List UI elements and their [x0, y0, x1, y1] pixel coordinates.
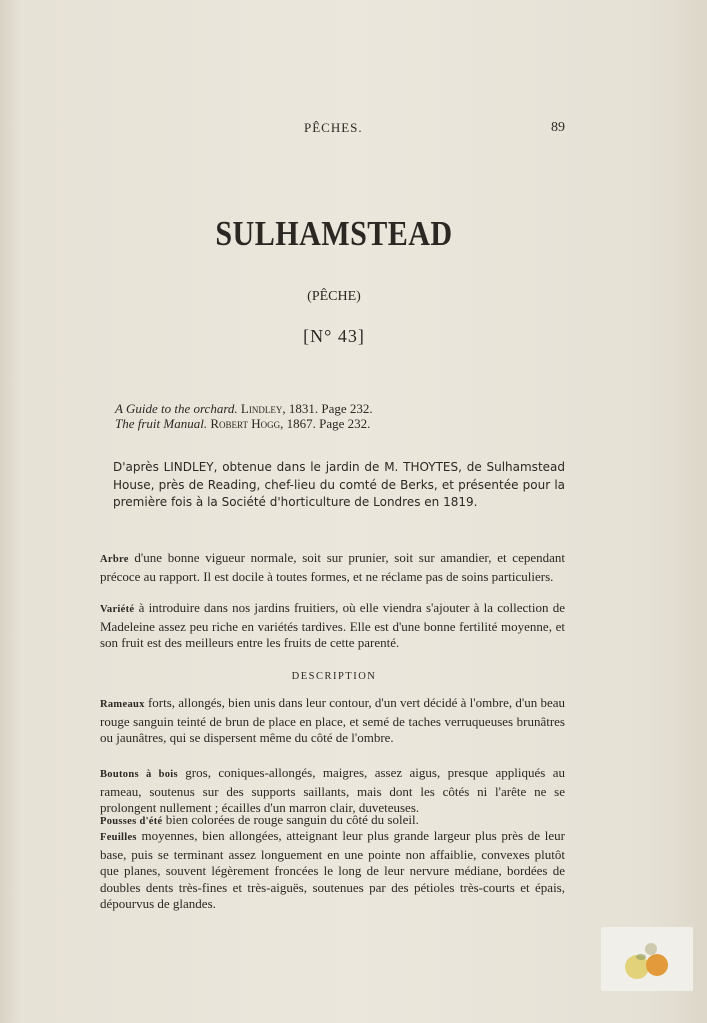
paragraph-lead: Feuilles [100, 832, 137, 843]
paragraph-text: d'une bonne vigueur normale, soit sur prunier, soit sur amandier, et cependant précoce au rapport. Il est docile à toutes formes, et ne réclame pas de soins particuliers. [100, 550, 565, 584]
paragraph-lead: Variété [100, 604, 135, 615]
paragraph-variete [100, 600, 565, 652]
paragraph-text: bien colorées de rouge sanguin du côté du soleil. [162, 812, 419, 827]
reference-author: Robert Hogg [210, 416, 281, 431]
paragraph-feuilles [100, 828, 565, 913]
paragraph-text: forts, allongés, bien unis dans leur contour, d'un vert décidé à l'ombre, d'un beau rouge sanguin teinté de brun de place en place, et semé de taches verruqueuses brunâtres ou jaunâtres, qui se dispersent même du côté de l'ombre. [100, 695, 565, 745]
reference-line [115, 416, 370, 432]
paragraph-lead: Pousses d'été [100, 816, 163, 827]
reference-author: Lindley [240, 401, 283, 416]
paragraph-arbre [100, 550, 565, 585]
paragraph-text: moyennes, bien allongées, atteignant leur plus grande largeur plus près de leur base, puis se terminant assez longuement en une pointe non affaiblie, convexes plutôt que planes, souvent légèrement froncées le long de leur nervure médiane, bordées de doubles dents très-fines et très-aiguës, soutenues par des pétioles très-courts et épais, dépourvus de glandes. [100, 828, 565, 911]
reference-line [115, 401, 373, 417]
paragraph-text: gros, coniques-allongés, maigres, assez aigus, presque appliqués au rameau, soutenus sur des supports saillants, mais dont les côtés ni l'arête ne se prolongent nullement ; écailles d'un marron clair, duveteuses. [100, 765, 565, 815]
fruit-watermark-icon [601, 927, 693, 991]
page-number: 89 [551, 120, 565, 135]
page-title: SULHAMSTEAD [215, 214, 453, 253]
paragraph-boutons [100, 765, 565, 817]
description-heading: DESCRIPTION [291, 671, 377, 682]
intro-paragraph: D'après LINDLEY, obtenue dans le jardin de M. THOYTES, de Sulhamstead House, près de Reading, chef-lieu du comté de Berks, et présentée pour la première fois à la Société d'horticulture de Londres en 1819. [113, 460, 565, 509]
paragraph-rameaux [100, 695, 565, 747]
reference-work: The fruit Manual. [115, 416, 208, 431]
paragraph-lead: Boutons à bois [100, 769, 178, 780]
paragraph-lead: Rameaux [100, 699, 145, 710]
paragraph-lead: Arbre [100, 554, 129, 565]
variety-number: [N° 43] [303, 326, 365, 346]
paragraph-text: à introduire dans nos jardins fruitiers, où elle viendra s'ajouter à la collection de Madeleine assez peu riche en variétés tardives. Elle est d'une bonne fertilité moyenne, et son fruit est des meilleurs entre les fruits de cette parenté. [100, 600, 565, 650]
reference-details: , 1831. Page 232. [282, 401, 373, 416]
subtitle: (PÊCHE) [307, 289, 361, 304]
reference-details: , 1867. Page 232. [280, 416, 371, 431]
reference-work: A Guide to the orchard. [115, 401, 238, 416]
running-title: PÊCHES. [304, 120, 363, 135]
